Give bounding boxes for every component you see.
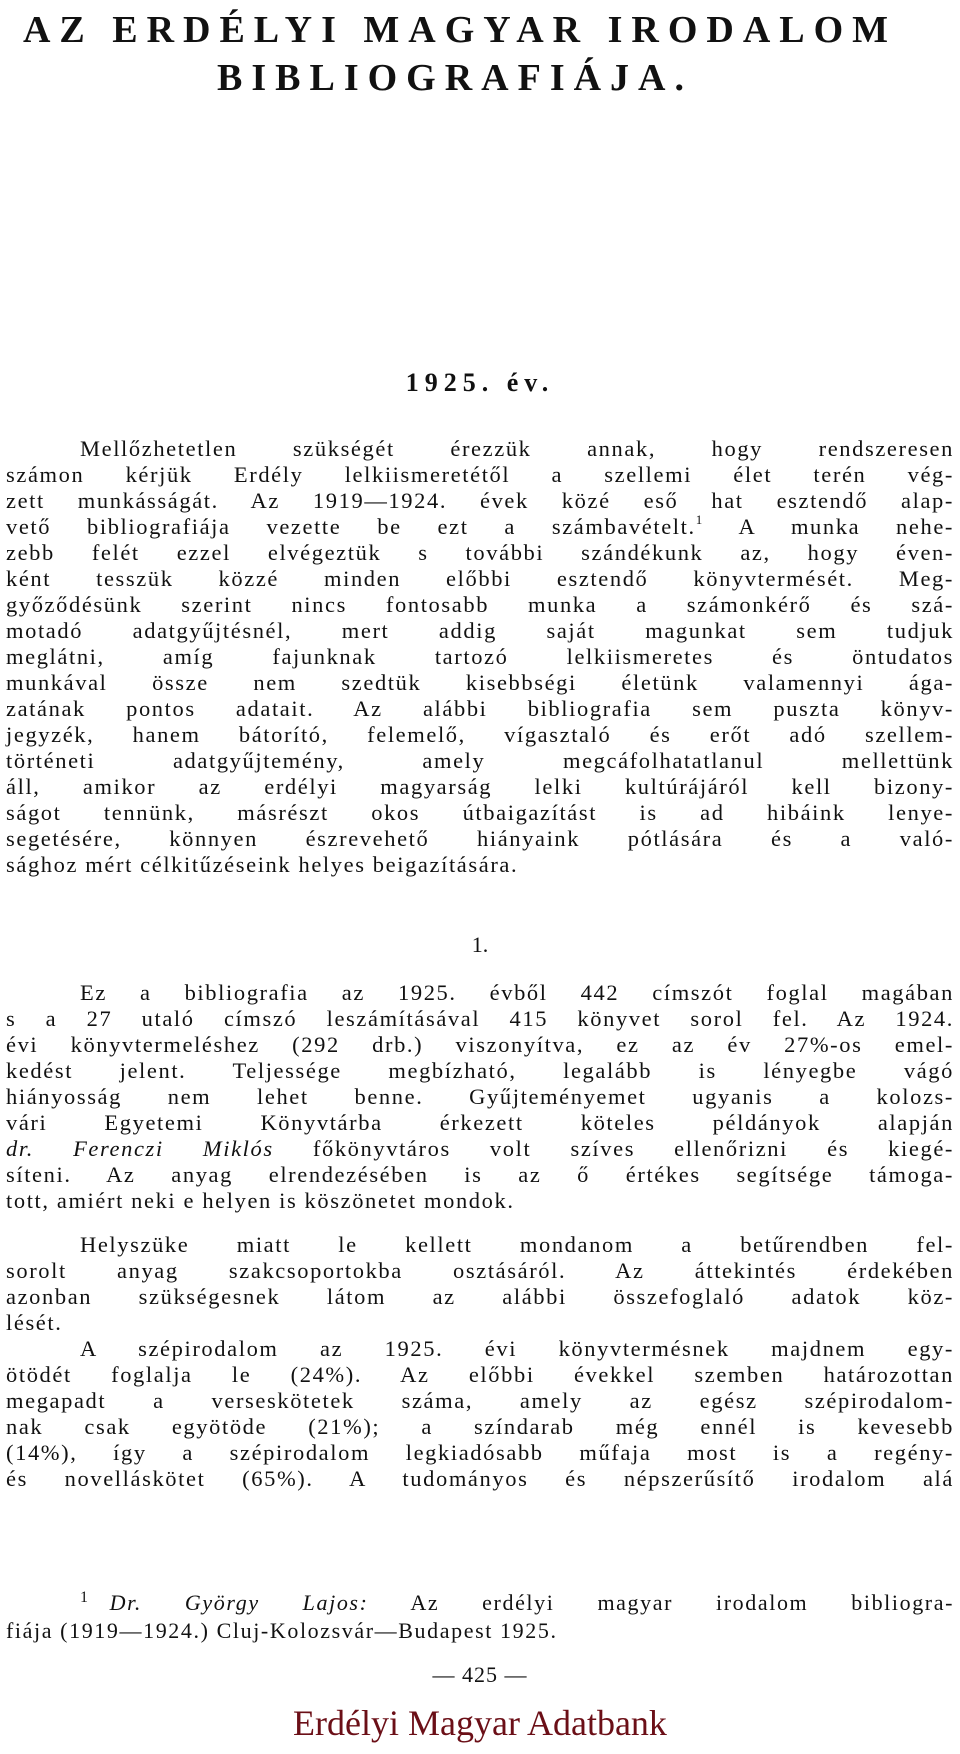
text-line: hiányosság nem lehet benne. Gyűjteményemet ugyanis a kolozs- [6, 1084, 954, 1109]
text-line: számon kérjük Erdély lelkiismeretétől a szellemi élet terén vég- [6, 462, 954, 487]
text-line-with-name [6, 1136, 954, 1162]
text-line: munkával össze nem szedtük kisebbségi életünk valamennyi ága- [6, 670, 954, 695]
text-line: zebb felét ezzel elvégeztük s további szándékunk az, hogy éven- [6, 540, 954, 565]
text-line: A szépirodalom az 1925. évi könyvtermésnek majdnem egy- [80, 1336, 954, 1361]
text-line: meglátni, amíg fajunknak tartozó lelkiismeretes és öntudatos [6, 644, 954, 669]
paragraph-arrangement [6, 1232, 954, 1336]
footnote-number: 1 [80, 1589, 90, 1606]
footnote-author: Dr. György Lajos: [109, 1590, 369, 1615]
paragraph-statistics [6, 980, 954, 1214]
text-line: segetésére, könnyen észrevehető hiányaink pótlására és a való- [6, 826, 954, 851]
paragraph-literature [6, 1336, 954, 1492]
document-title-line-1: AZ ERDÉLYI MAGYAR IRODALOM [22, 9, 898, 51]
text-line: győződésünk szerint nincs fontosabb munka a számonkérő és szá- [6, 592, 954, 617]
text-fragment: A munka nehe- [738, 514, 955, 539]
text-line: síteni. Az anyag elrendezésében is az ő értékes segítsége támoga- [6, 1162, 954, 1187]
text-line: motadó adatgyűjtésnél, mert addig saját magunkat sem tudjuk [6, 618, 954, 643]
text-line: s a 27 utaló címszó leszámításával 415 könyvet sorol fel. Az 1924. [6, 1006, 954, 1031]
text-line: lését. [6, 1310, 63, 1335]
text-line: zatának pontos adatait. Az alábbi bibliografia sem puszta könyv- [6, 696, 954, 721]
text-line: áll, amikor az erdélyi magyarság lelki kultúrájáról kell bizony- [6, 774, 954, 799]
text-line: évi könyvtermeléshez (292 drb.) viszonyítva, ez az év 27%-os emel- [6, 1032, 954, 1057]
text-line: Mellőzhetetlen szükségét érezzük annak, hogy rendszeresen [80, 436, 954, 461]
text-line: tott, amiért neki e helyen is köszönetet mondok. [6, 1188, 515, 1213]
paragraph-intro [6, 436, 954, 878]
watermark: Erdélyi Magyar Adatbank [293, 1703, 667, 1743]
text-line-with-footnote [6, 514, 954, 540]
text-line: Helyszüke miatt le kellett mondanom a betűrendben fel- [80, 1232, 954, 1257]
text-fragment: vető bibliografiája vezette be ezt a számbavételt. [6, 514, 696, 539]
footnote-text: Az erdélyi magyar irodalom bibliogra- [410, 1590, 955, 1615]
text-line: (14%), így a szépirodalom legkiadósabb műfaja most is a regény- [6, 1440, 954, 1465]
text-line: azonban szükségesnek látom az alábbi összefoglaló adatok köz- [6, 1284, 954, 1309]
librarian-name: Ferenczi Miklós [73, 1136, 274, 1161]
text-line: jegyzék, hanem bátorító, felemelő, vígasztaló és erőt adó szellem- [6, 722, 954, 747]
text-line: sorolt anyag szakcsoportokba osztásáról. Az áttekintés érdekében [6, 1258, 954, 1283]
text-fragment: főkönyvtáros volt szíves ellenőrizni és kiegé- [312, 1136, 954, 1161]
footnote-line [6, 1584, 954, 1617]
text-line: kedést jelent. Teljessége megbízható, legalább is lényegbe vágó [6, 1058, 954, 1083]
text-line: sághoz mért célkitűzéseink helyes beigazítására. [6, 852, 519, 877]
text-line: ötödét foglalja le (24%). Az előbbi évekkel szemben határozottan [6, 1362, 954, 1387]
text-line: ként tesszük közzé minden előbbi esztendő könyvtermését. Meg- [6, 566, 954, 591]
text-line: vári Egyetemi Könyvtárba érkezett köteles példányok alapján [6, 1110, 954, 1135]
footnote-line: fiája (1919—1924.) Cluj-Kolozsvár—Budapest 1925. [6, 1618, 558, 1643]
text-line: történeti adatgyűjtemény, amely megcáfolhatatlanul mellettünk [6, 748, 954, 773]
name-title: dr. [6, 1136, 34, 1161]
text-line: nak csak egyötöde (21%); a színdarab még ennél is kevesebb [6, 1414, 954, 1439]
text-line: ságot tennünk, másrészt okos útbaigazítást is ad hibáink lenye- [6, 800, 954, 825]
footnote-reference[interactable]: 1 [695, 512, 704, 527]
text-line: és novelláskötet (65%). A tudományos és népszerűsítő irodalom alá [6, 1466, 954, 1491]
page-number: — 425 — [432, 1662, 528, 1687]
text-line: Ez a bibliografia az 1925. évből 442 címszót foglal magában [80, 980, 954, 1005]
document-title-line-2: BIBLIOGRAFIÁJA. [217, 57, 693, 99]
footnote [6, 1584, 954, 1645]
text-line: megapadt a verseskötetek száma, amely az egész szépirodalom- [6, 1388, 954, 1413]
year-heading: 1925. év. [405, 368, 555, 397]
text-line: zett munkásságát. Az 1919—1924. évek közé eső hat esztendő alap- [6, 488, 954, 513]
section-number: 1. [471, 932, 489, 957]
